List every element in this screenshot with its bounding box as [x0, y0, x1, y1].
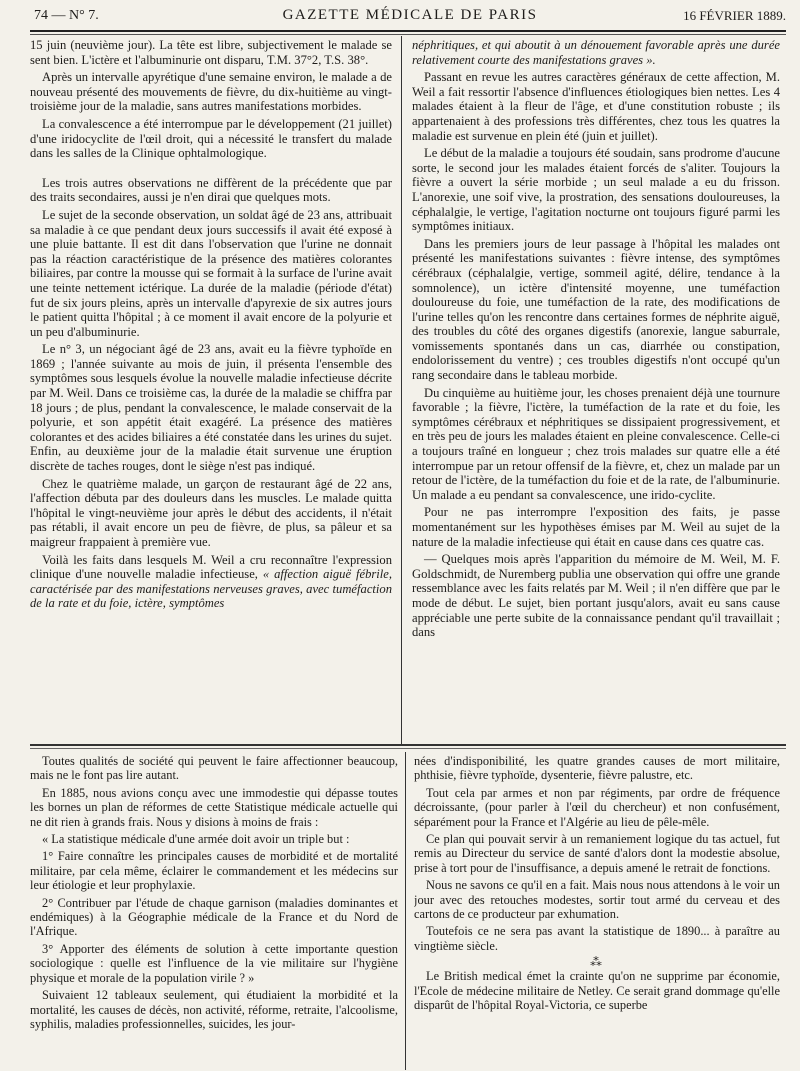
paragraph: nées d'indisponibilité, les quatre grandes causes de mort militaire, phthisie, fièvre typhoïde, dysenterie, fièvre palustre, etc. — [414, 754, 780, 783]
journal-title: GAZETTE MÉDICALE DE PARIS — [282, 7, 538, 23]
page-number: 74 — N° 7. — [34, 8, 99, 23]
paragraph: Le début de la maladie a toujours été soudain, sans prodrome d'aucune sorte, le second jour les malades étaient forcés de s'aliter. Toujours la fièvre a ouvert la série morbide ; un seul malade a eu du frisson. L'anorexie, une soif vive, la prostration, des sensations douloureuses, la céphalalgie, le vertige, l'agitation nocturne ont toujours figuré parmi les symptômes initiaux. — [412, 146, 780, 234]
paragraph: 2° Contribuer par l'étude de chaque garnison (maladies dominantes et endémiques) à la Géographie médicale de la France et du Nord de l'Afrique. — [30, 895, 398, 939]
page-header — [30, 6, 790, 28]
paragraph: 1° Faire connaître les principales causes de morbidité et de mortalité militaire, par cela même, éclairer le commandement et les médecins sur leur étiologie et leur prophylaxie. — [30, 849, 398, 893]
header-rule — [30, 30, 786, 32]
paragraph: Le sujet de la seconde observation, un soldat âgé de 23 ans, attribuait sa maladie à ce que pendant deux jours successifs il avait été exposé à une pluie battante. Il est dit dans l'observation que l'urine ne donnait pas la réaction caractéristique de la présence des matières colorantes biliaires, par contre la mousse qui se formait à la surface de l'urine avait une teinte nettement ictérique. La durée de la maladie (période d'état) fut de six jours pleins, après un intervalle d'apyrexie de six autres jours le patient quitta l'hôpital ; à ce moment il avait encore de la polyurie et un peu d'albuminurie. — [30, 207, 392, 339]
paragraph: Nous ne savons ce qu'il en a fait. Mais nous nous attendons à le voir un jour avec des retouches modestes, sortir tout armé du cerveau et des cartons de ce producteur par exhumation. — [414, 878, 780, 922]
column-divider — [405, 752, 406, 1070]
paragraph: Chez le quatrième malade, un garçon de restaurant âgé de 22 ans, l'affection débuta par des douleurs dans les muscles. Le malade quitta l'hôpital le vingt-neuvième jour après le début des accidents, il n'était pas rétabli, il avait encore un peu de fièvre, de plus, sa pâleur et sa maigreur frappaient à première vue. — [30, 476, 392, 549]
article-column-left — [30, 38, 392, 738]
article-column-right — [412, 38, 780, 743]
paragraph: Le British medical émet la crainte qu'on ne supprime par économie, l'Ecole de médecine militaire de Netley. Ce serait grand dommage qu'elle disparût de l'hôpital Royal-Victoria, ce superbe — [414, 969, 780, 1013]
paragraph: Du cinquième au huitième jour, les choses prenaient déjà une tournure favorable ; la fièvre, l'ictère, la tuméfaction de la rate et du foie, les symptômes cérébraux et néphritiques se dissipaient progressivement, et en très peu de jours les malades étaient en pleine convalescence. Celle-ci a toujours traîné en longueur ; chez trois malades sur quatre elle a été interrompue par un retour offensif de la fièvre, et, chez un malade par un retour de l'ictère, de la tuméfaction du foie et de la rate, de l'albuminurie. Un malade a eu pendant sa convalescence, une irido-cyclite. — [412, 385, 780, 502]
header-rule-thin — [30, 34, 786, 35]
section-separator: ⁂ — [590, 955, 604, 970]
paragraph: Tout cela par armes et non par régiments, par ordre de fréquence décroissante, (pour parler à l'œil du chercheur) et non confusément, séparément pour la France et l'Algérie au lieu de pêle-mêle. — [414, 785, 780, 829]
paragraph: Toutes qualités de société qui peuvent le faire affectionner beaucoup, mais ne le font pas lire autant. — [30, 754, 398, 783]
paragraph: Suivaient 12 tableaux seulement, qui étudiaient la morbidité et la mortalité, les causes de décès, non activité, réforme, retraite, l'alcoolisme, syphilis, maladies professionnelles, suicides, les jour- — [30, 988, 398, 1031]
feuilleton-rule — [30, 744, 786, 746]
paragraph-text: Voilà les faits dans lesquels M. Weil a cru reconnaître l'expression clinique d'une nouvelle maladie infectieuse, — [30, 552, 392, 582]
paragraph: « La statistique médicale d'une armée doit avoir un triple but : — [42, 832, 350, 847]
issue-date: 16 FÉVRIER 1889. — [683, 8, 786, 23]
italic-quote-continued: néphritiques, et qui aboutit à un dénouement favorable après une durée relativement courte des manifestations graves ». — [412, 38, 780, 67]
paragraph: Après un intervalle apyrétique d'une semaine environ, le malade a de nouveau présenté des mouvements de fièvre, du dix-huitième au vingt-troisième jour de la maladie, sans autres manifestations morbides. — [30, 70, 392, 114]
paragraph: Dans les premiers jours de leur passage à l'hôpital les malades ont présenté les manifestations suivantes : fièvre intense, des symptômes cérébraux (céphalalgie, vertige, sommeil agité, délire, tendance à la somnolence), un ictère d'intensité moyenne, une tuméfaction douloureuse du foie, une tuméfaction de la rate, des modifications de l'urine telles qu'on les rencontre dans certaines formes de néphrite aiguë, des troubles du côté des organes digestifs (anorexie, langue saburrale, vomissements spontanés dans un cas, diarrhée ou constipation, endolorissement du ventre) ; ces troubles digestifs n'ont occupé qu'un rang secondaire dans le tableau morbide. — [412, 236, 780, 383]
column-divider — [401, 36, 402, 744]
feuilleton-column-left — [30, 754, 398, 1066]
paragraph: 15 juin (neuvième jour). La tête est libre, subjectivement le malade se sent bien. L'ictère et l'albuminurie ont disparu, T.M. 37°2, T.S. 38°. — [30, 38, 392, 67]
paragraph: Le n° 3, un négociant âgé de 23 ans, avait eu la fièvre typhoïde en 1869 ; l'année suivante au mois de juin, il présenta l'ensemble des symptômes sous lesquels évolue la nouvelle maladie infectieuse décrite par M. Weil. Dans ce troisième cas, la durée de la maladie se chiffra par 18 jours ; de plus, pendant la convalescence, le malade conservait de la polyurie, et son appétit était exagéré. La présence des matières colorantes et des acides biliaires a été constatée dans les urines du sujet. Enfin, au deuxième jour de la maladie était survenue une éruption discrète de taches rouges, dont le siège n'est pas indiqué. — [30, 342, 392, 474]
paragraph: Pour ne pas interrompre l'exposition des faits, je passe momentanément sur les hypothèses émises par M. Weil au sujet de la nature de la maladie infectieuse qui était en cause dans ces quatre cas. — [412, 505, 780, 549]
paragraph: — Quelques mois après l'apparition du mémoire de M. Weil, M. F. Goldschmidt, de Nuremberg publia une observation qui offre une grande ressemblance avec les faits relatés par M. Weil ; il n'en diffère que par le mode de début. Le sujet, bien portant jusqu'alors, avait eu sans cause appréciable une perte subite de la connaissance pendant qu'il travaillait ; dans — [412, 552, 780, 640]
paragraph: Ce plan qui pouvait servir à un remaniement logique du tas actuel, fut remis au Directeur du service de santé d'alors dont la modestie absolue, prise à tort pour de l'insuffisance, a depuis amené le retrait de fonctions. — [414, 832, 780, 875]
paragraph: 3° Apporter des éléments de solution à cette importante question sociologique : quelle est l'influence de la vie militaire sur l'hygiène physique et morale de la population virile ? » — [30, 941, 398, 985]
feuilleton-column-right — [414, 754, 780, 1066]
paragraph — [30, 553, 392, 611]
paragraph: Passant en revue les autres caractères généraux de cette affection, M. Weil a fait ressortir l'absence d'influences étiologiques bien nettes. Les 4 malades étaient à la fleur de l'âge, et d'une constitution robuste ; ils appartenaient à des professions très différentes, chez tous les quatres la maladie est survenue en plein été (juin et juillet). — [412, 70, 780, 143]
feuilleton-rule-thin — [30, 748, 786, 749]
paragraph: Les trois autres observations ne diffèrent de la précédente que par des traits secondaires, aussi je n'en dirai que quelques mots. — [30, 175, 392, 205]
italic-quote: « affection aiguë fébrile, caractérisée par des manifestations nerveuses graves, avec tuméfaction de la rate et du foie, ictère, symptômes — [30, 567, 392, 611]
paragraph: La convalescence a été interrompue par le développement (21 juillet) d'une iridocyclite de l'œil droit, qui a nécessité le transfert du malade dans les salles de la Clinique ophtalmologique. — [30, 116, 392, 161]
paragraph: Toutefois ce ne sera pas avant la statistique de 1890... à paraître au vingtième siècle. — [414, 924, 780, 953]
paragraph: En 1885, nous avions conçu avec une immodestie qui dépasse toutes les bornes un plan de réformes de cette Statistique médicale actuelle qui ne dit rien à grands frais. Nous y disions à moins de frais : — [30, 785, 398, 829]
